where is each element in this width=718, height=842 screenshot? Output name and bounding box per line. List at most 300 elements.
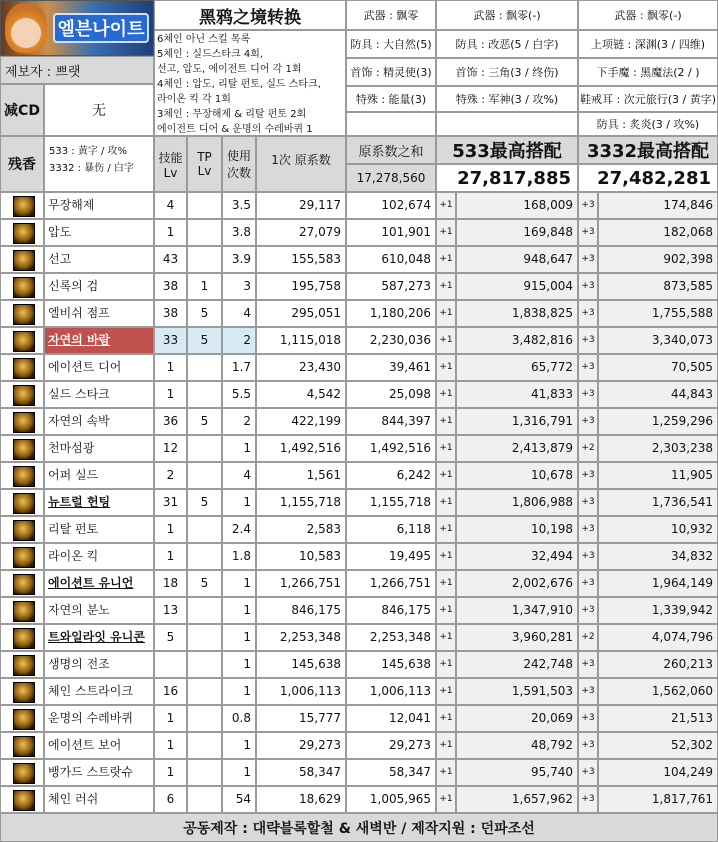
cell-tp <box>187 354 222 381</box>
table-row <box>0 327 718 354</box>
cell-p2: +3 <box>578 327 598 354</box>
cell-v533: 1,657,962 <box>456 786 578 813</box>
gear-base-special: 特殊 : 能量(3) <box>346 86 436 112</box>
cell-uses: 1 <box>222 435 256 462</box>
cell-name: 에이션트 디어 <box>44 354 154 381</box>
cell-uses: 3.9 <box>222 246 256 273</box>
cell-lv <box>154 651 187 678</box>
cell-tp <box>187 381 222 408</box>
table-row <box>0 624 718 651</box>
skill-icon <box>0 327 44 354</box>
cell-v3332: 902,398 <box>598 246 718 273</box>
cell-sum: 102,674 <box>346 192 436 219</box>
cell-base: 846,175 <box>256 597 346 624</box>
gear-base-armor: 防具 : 大自然(5) <box>346 30 436 58</box>
sum-total: 17,278,560 <box>346 164 436 192</box>
cell-name: 천마섬광 <box>44 435 154 462</box>
cell-uses: 2.4 <box>222 516 256 543</box>
cell-uses: 2 <box>222 327 256 354</box>
gear-533-empty <box>436 112 578 136</box>
gear-533-accessory: 首饰 : 三角(3 / 终伤) <box>436 58 578 86</box>
table-row <box>0 759 718 786</box>
note-line: 5체인 : 실드스타크 4회, <box>157 49 264 60</box>
cell-sum: 58,347 <box>346 759 436 786</box>
cell-uses: 2 <box>222 408 256 435</box>
cell-v3332: 1,736,541 <box>598 489 718 516</box>
cell-sum: 1,005,965 <box>346 786 436 813</box>
cell-name: 선고 <box>44 246 154 273</box>
cell-uses: 0.8 <box>222 705 256 732</box>
cell-v533: 48,792 <box>456 732 578 759</box>
cell-uses: 54 <box>222 786 256 813</box>
cell-v533: 65,772 <box>456 354 578 381</box>
cell-p1: +1 <box>436 678 456 705</box>
cell-p2: +2 <box>578 435 598 462</box>
cell-tp: 1 <box>187 273 222 300</box>
cell-name: 무장해제 <box>44 192 154 219</box>
cell-v3332: 4,074,796 <box>598 624 718 651</box>
skill-icon-image <box>13 628 35 649</box>
cell-sum: 844,397 <box>346 408 436 435</box>
cell-v533: 2,413,879 <box>456 435 578 462</box>
cell-base: 27,079 <box>256 219 346 246</box>
cell-v3332: 104,249 <box>598 759 718 786</box>
class-logo <box>0 0 154 56</box>
cell-lv: 33 <box>154 327 187 354</box>
table-row <box>0 192 718 219</box>
cell-tp <box>187 246 222 273</box>
cell-name: 리탈 펀토 <box>44 516 154 543</box>
cell-p1: +1 <box>436 651 456 678</box>
cell-sum: 12,041 <box>346 705 436 732</box>
cell-tp <box>187 651 222 678</box>
cell-name: 체인 스트라이크 <box>44 678 154 705</box>
skill-icon <box>0 786 44 813</box>
cell-lv: 1 <box>154 543 187 570</box>
cell-sum: 587,273 <box>346 273 436 300</box>
skill-icon-image <box>13 439 35 460</box>
cell-lv: 2 <box>154 462 187 489</box>
cell-lv: 13 <box>154 597 187 624</box>
cell-p2: +3 <box>578 192 598 219</box>
residual-info <box>44 136 154 192</box>
cell-tp <box>187 786 222 813</box>
cell-v3332: 11,905 <box>598 462 718 489</box>
cell-lv: 1 <box>154 354 187 381</box>
cell-uses: 1.8 <box>222 543 256 570</box>
character-portrait <box>5 3 47 53</box>
skill-icon <box>0 435 44 462</box>
cell-tp <box>187 624 222 651</box>
skill-icon <box>0 300 44 327</box>
cell-sum: 1,266,751 <box>346 570 436 597</box>
note-line: 3체인 : 무장해제 & 리탈 펀토 2회 <box>157 109 307 120</box>
skill-icon-image <box>13 709 35 730</box>
cell-v3332: 1,964,149 <box>598 570 718 597</box>
cell-p2: +3 <box>578 489 598 516</box>
cell-sum: 19,495 <box>346 543 436 570</box>
cell-p1: +1 <box>436 192 456 219</box>
cell-v533: 242,748 <box>456 651 578 678</box>
cell-tp <box>187 192 222 219</box>
cell-v533: 168,009 <box>456 192 578 219</box>
cell-p1: +1 <box>436 435 456 462</box>
cell-name: 체인 러쉬 <box>44 786 154 813</box>
cell-lv: 31 <box>154 489 187 516</box>
gear-533-special: 特殊 : 军神(3 / 攻%) <box>436 86 578 112</box>
cell-base: 2,583 <box>256 516 346 543</box>
cell-p2: +3 <box>578 759 598 786</box>
skill-icon <box>0 651 44 678</box>
cell-v533: 41,833 <box>456 381 578 408</box>
skill-icon <box>0 192 44 219</box>
cell-p2: +3 <box>578 543 598 570</box>
cell-p1: +1 <box>436 408 456 435</box>
cell-v533: 1,838,825 <box>456 300 578 327</box>
skill-icon <box>0 678 44 705</box>
cell-uses: 1 <box>222 678 256 705</box>
cell-p2: +2 <box>578 624 598 651</box>
table-row <box>0 435 718 462</box>
skill-icon-image <box>13 574 35 595</box>
skill-icon-image <box>13 412 35 433</box>
cell-sum: 39,461 <box>346 354 436 381</box>
skill-icon <box>0 489 44 516</box>
cell-tp <box>187 543 222 570</box>
cell-uses: 3 <box>222 273 256 300</box>
cell-tp <box>187 732 222 759</box>
cell-base: 29,273 <box>256 732 346 759</box>
skill-icon-image <box>13 196 35 217</box>
cell-p2: +3 <box>578 570 598 597</box>
table-row <box>0 300 718 327</box>
cell-p2: +3 <box>578 678 598 705</box>
cell-base: 29,117 <box>256 192 346 219</box>
cell-base: 145,638 <box>256 651 346 678</box>
table-row <box>0 570 718 597</box>
cell-uses: 1.7 <box>222 354 256 381</box>
cell-p1: +1 <box>436 327 456 354</box>
skill-icon-image <box>13 547 35 568</box>
cell-uses: 1 <box>222 651 256 678</box>
cell-v533: 1,806,988 <box>456 489 578 516</box>
cell-sum: 1,180,206 <box>346 300 436 327</box>
table-row <box>0 354 718 381</box>
cell-p2: +3 <box>578 597 598 624</box>
note-line: 라이온 킥 각 1회 <box>157 94 231 105</box>
cell-base: 58,347 <box>256 759 346 786</box>
skill-icon-image <box>13 682 35 703</box>
note-line: 선고, 압도, 에이전트 디어 각 1회 <box>157 64 302 75</box>
gear-3332-weapon: 武器 : 飘零(-) <box>578 0 718 30</box>
table-row <box>0 462 718 489</box>
producer-label: 제보자 : 쁘랫 <box>0 56 154 84</box>
cell-name: 자연의 분노 <box>44 597 154 624</box>
cell-p1: +1 <box>436 381 456 408</box>
logo-text: 엘븐나이트 <box>53 13 149 43</box>
cell-v3332: 1,339,942 <box>598 597 718 624</box>
cell-v3332: 260,213 <box>598 651 718 678</box>
cell-v533: 1,347,910 <box>456 597 578 624</box>
table-row <box>0 543 718 570</box>
non-chain-list <box>154 30 346 136</box>
cell-sum: 6,118 <box>346 516 436 543</box>
cell-base: 2,253,348 <box>256 624 346 651</box>
cell-name: 뉴트럴 헌팅 <box>44 489 154 516</box>
cell-sum: 101,901 <box>346 219 436 246</box>
cell-sum: 610,048 <box>346 246 436 273</box>
table-row <box>0 489 718 516</box>
col-tp-lv: TP Lv <box>187 136 222 192</box>
cell-base: 1,006,113 <box>256 678 346 705</box>
cell-p2: +3 <box>578 300 598 327</box>
cell-p1: +1 <box>436 246 456 273</box>
cell-p1: +1 <box>436 759 456 786</box>
skill-icon <box>0 570 44 597</box>
skill-icon <box>0 543 44 570</box>
cd-value: 无 <box>44 84 154 136</box>
skill-icon-image <box>13 358 35 379</box>
cell-lv: 1 <box>154 516 187 543</box>
cell-sum: 29,273 <box>346 732 436 759</box>
gear-base-empty <box>346 112 436 136</box>
cell-v3332: 21,513 <box>598 705 718 732</box>
cell-v3332: 3,340,073 <box>598 327 718 354</box>
skill-icon-image <box>13 736 35 757</box>
cell-sum: 1,006,113 <box>346 678 436 705</box>
cell-sum: 1,155,718 <box>346 489 436 516</box>
gear-3332-armor: 防具 : 炙炎(3 / 攻%) <box>578 112 718 136</box>
skill-icon <box>0 732 44 759</box>
cell-uses: 1 <box>222 732 256 759</box>
cell-base: 1,266,751 <box>256 570 346 597</box>
skill-icon <box>0 381 44 408</box>
total-533: 27,817,885 <box>436 164 578 192</box>
cell-uses: 4 <box>222 462 256 489</box>
cell-uses: 1 <box>222 597 256 624</box>
cell-v3332: 873,585 <box>598 273 718 300</box>
skill-icon-image <box>13 790 35 811</box>
cell-base: 1,561 <box>256 462 346 489</box>
cell-sum: 6,242 <box>346 462 436 489</box>
cell-lv: 16 <box>154 678 187 705</box>
cell-lv: 1 <box>154 219 187 246</box>
col-3332-label: 3332最高搭配 <box>578 136 718 164</box>
total-3332: 27,482,281 <box>578 164 718 192</box>
footer-credits: 공동제작 : 대략블록할철 & 새벽반 / 제작지원 : 던파조선 <box>0 813 718 842</box>
table-row <box>0 381 718 408</box>
cell-base: 155,583 <box>256 246 346 273</box>
skill-icon <box>0 624 44 651</box>
cell-base: 295,051 <box>256 300 346 327</box>
cell-base: 10,583 <box>256 543 346 570</box>
cd-label: 减CD <box>0 84 44 136</box>
skill-icon <box>0 597 44 624</box>
cell-v533: 95,740 <box>456 759 578 786</box>
cell-p1: +1 <box>436 462 456 489</box>
cell-uses: 4 <box>222 300 256 327</box>
cell-p1: +1 <box>436 219 456 246</box>
cell-base: 15,777 <box>256 705 346 732</box>
skill-icon <box>0 273 44 300</box>
cell-lv: 38 <box>154 300 187 327</box>
cell-base: 422,199 <box>256 408 346 435</box>
cell-sum: 846,175 <box>346 597 436 624</box>
gear-base-weapon: 武器 : 飘零 <box>346 0 436 30</box>
residual-line-1: 533 : 黄字 / 攻% <box>49 146 128 157</box>
cell-tp: 5 <box>187 489 222 516</box>
table-row <box>0 786 718 813</box>
cell-p2: +3 <box>578 273 598 300</box>
note-line: 에이전트 디어 & 운명의 수레바퀴 1 <box>157 124 313 135</box>
col-533-label: 533最高搭配 <box>436 136 578 164</box>
cell-name: 어퍼 실드 <box>44 462 154 489</box>
cell-v533: 1,591,503 <box>456 678 578 705</box>
cell-p1: +1 <box>436 543 456 570</box>
cell-v533: 10,198 <box>456 516 578 543</box>
cell-uses: 3.8 <box>222 219 256 246</box>
cell-p2: +3 <box>578 786 598 813</box>
cell-base: 4,542 <box>256 381 346 408</box>
residual-line-2: 3332 : 暴伤 / 白字 <box>49 163 134 174</box>
cell-sum: 2,230,036 <box>346 327 436 354</box>
skill-icon-image <box>13 655 35 676</box>
table-row <box>0 408 718 435</box>
cell-uses: 1 <box>222 624 256 651</box>
cell-base: 1,492,516 <box>256 435 346 462</box>
table-row <box>0 273 718 300</box>
table-row <box>0 705 718 732</box>
table-row <box>0 597 718 624</box>
cell-p1: +1 <box>436 273 456 300</box>
skill-icon <box>0 408 44 435</box>
cell-tp <box>187 219 222 246</box>
cell-name: 압도 <box>44 219 154 246</box>
cell-tp <box>187 435 222 462</box>
cell-sum: 145,638 <box>346 651 436 678</box>
cell-p1: +1 <box>436 354 456 381</box>
cell-v533: 915,004 <box>456 273 578 300</box>
cell-p1: +1 <box>436 597 456 624</box>
cell-v3332: 1,755,588 <box>598 300 718 327</box>
cell-p2: +3 <box>578 732 598 759</box>
cell-lv: 1 <box>154 732 187 759</box>
col-sum-label: 原系数之和 <box>346 136 436 164</box>
gear-3332-necklace: 上项链 : 深渊(3 / 四维) <box>578 30 718 58</box>
cell-p1: +1 <box>436 705 456 732</box>
cell-base: 1,115,018 <box>256 327 346 354</box>
cell-p2: +3 <box>578 705 598 732</box>
cell-p2: +3 <box>578 354 598 381</box>
cell-p1: +1 <box>436 786 456 813</box>
col-skill-lv: 技能Lv <box>154 136 187 192</box>
cell-lv: 5 <box>154 624 187 651</box>
cell-lv: 1 <box>154 705 187 732</box>
cell-v3332: 174,846 <box>598 192 718 219</box>
skill-icon-image <box>13 466 35 487</box>
skill-icon-image <box>13 250 35 271</box>
cell-sum: 2,253,348 <box>346 624 436 651</box>
cell-tp <box>187 597 222 624</box>
gear-3332-bracelet: 下手魔 : 黑魔法(2 / ) <box>578 58 718 86</box>
cell-tp <box>187 678 222 705</box>
cell-v3332: 1,259,296 <box>598 408 718 435</box>
cell-v533: 10,678 <box>456 462 578 489</box>
gear-533-weapon: 武器 : 飘零(-) <box>436 0 578 30</box>
cell-uses: 5.5 <box>222 381 256 408</box>
cell-name: 에이션트 유니언 <box>44 570 154 597</box>
cell-name: 엘비쉬 점프 <box>44 300 154 327</box>
gear-3332-shoes: 鞋戒耳 : 次元旅行(3 / 黄字) <box>578 86 718 112</box>
cell-base: 18,629 <box>256 786 346 813</box>
cell-p2: +3 <box>578 219 598 246</box>
skill-icon-image <box>13 304 35 325</box>
cell-p1: +1 <box>436 624 456 651</box>
col-uses: 使用次数 <box>222 136 256 192</box>
cell-v533: 1,316,791 <box>456 408 578 435</box>
skill-icon-image <box>13 277 35 298</box>
cell-v533: 948,647 <box>456 246 578 273</box>
cell-name: 신록의 검 <box>44 273 154 300</box>
cell-lv: 43 <box>154 246 187 273</box>
cell-name: 자연의 속박 <box>44 408 154 435</box>
gear-533-armor: 防具 : 改恶(5 / 白字) <box>436 30 578 58</box>
cell-p1: +1 <box>436 516 456 543</box>
cell-base: 23,430 <box>256 354 346 381</box>
skill-icon <box>0 462 44 489</box>
skill-icon-image <box>13 763 35 784</box>
cell-v533: 32,494 <box>456 543 578 570</box>
cell-lv: 36 <box>154 408 187 435</box>
cell-base: 195,758 <box>256 273 346 300</box>
cell-p2: +3 <box>578 408 598 435</box>
cell-v3332: 10,932 <box>598 516 718 543</box>
cell-name: 생명의 전조 <box>44 651 154 678</box>
cell-base: 1,155,718 <box>256 489 346 516</box>
skill-icon <box>0 516 44 543</box>
cell-p2: +3 <box>578 381 598 408</box>
cell-name: 라이온 킥 <box>44 543 154 570</box>
skill-icon-image <box>13 385 35 406</box>
cell-p2: +3 <box>578 516 598 543</box>
table-row <box>0 246 718 273</box>
cell-p1: +1 <box>436 489 456 516</box>
cell-v3332: 1,562,060 <box>598 678 718 705</box>
cell-v3332: 34,832 <box>598 543 718 570</box>
cell-lv: 6 <box>154 786 187 813</box>
cell-tp <box>187 462 222 489</box>
note-line: 6체인 아닌 스킬 목록 <box>157 34 251 45</box>
cell-name: 자연의 바람 <box>44 327 154 354</box>
cell-p1: +1 <box>436 300 456 327</box>
skill-icon <box>0 759 44 786</box>
cell-v3332: 182,068 <box>598 219 718 246</box>
cell-uses: 1 <box>222 489 256 516</box>
cell-name: 뱅가드 스트랏슈 <box>44 759 154 786</box>
cell-v533: 3,960,281 <box>456 624 578 651</box>
cell-tp: 5 <box>187 300 222 327</box>
cell-name: 운명의 수레바퀴 <box>44 705 154 732</box>
cell-sum: 25,098 <box>346 381 436 408</box>
cell-v533: 20,069 <box>456 705 578 732</box>
cell-tp <box>187 705 222 732</box>
table-row <box>0 678 718 705</box>
cell-lv: 18 <box>154 570 187 597</box>
cell-v3332: 2,303,238 <box>598 435 718 462</box>
cell-uses: 1 <box>222 570 256 597</box>
page-title: 黑鸦之境转换 <box>154 0 346 30</box>
skill-icon <box>0 705 44 732</box>
